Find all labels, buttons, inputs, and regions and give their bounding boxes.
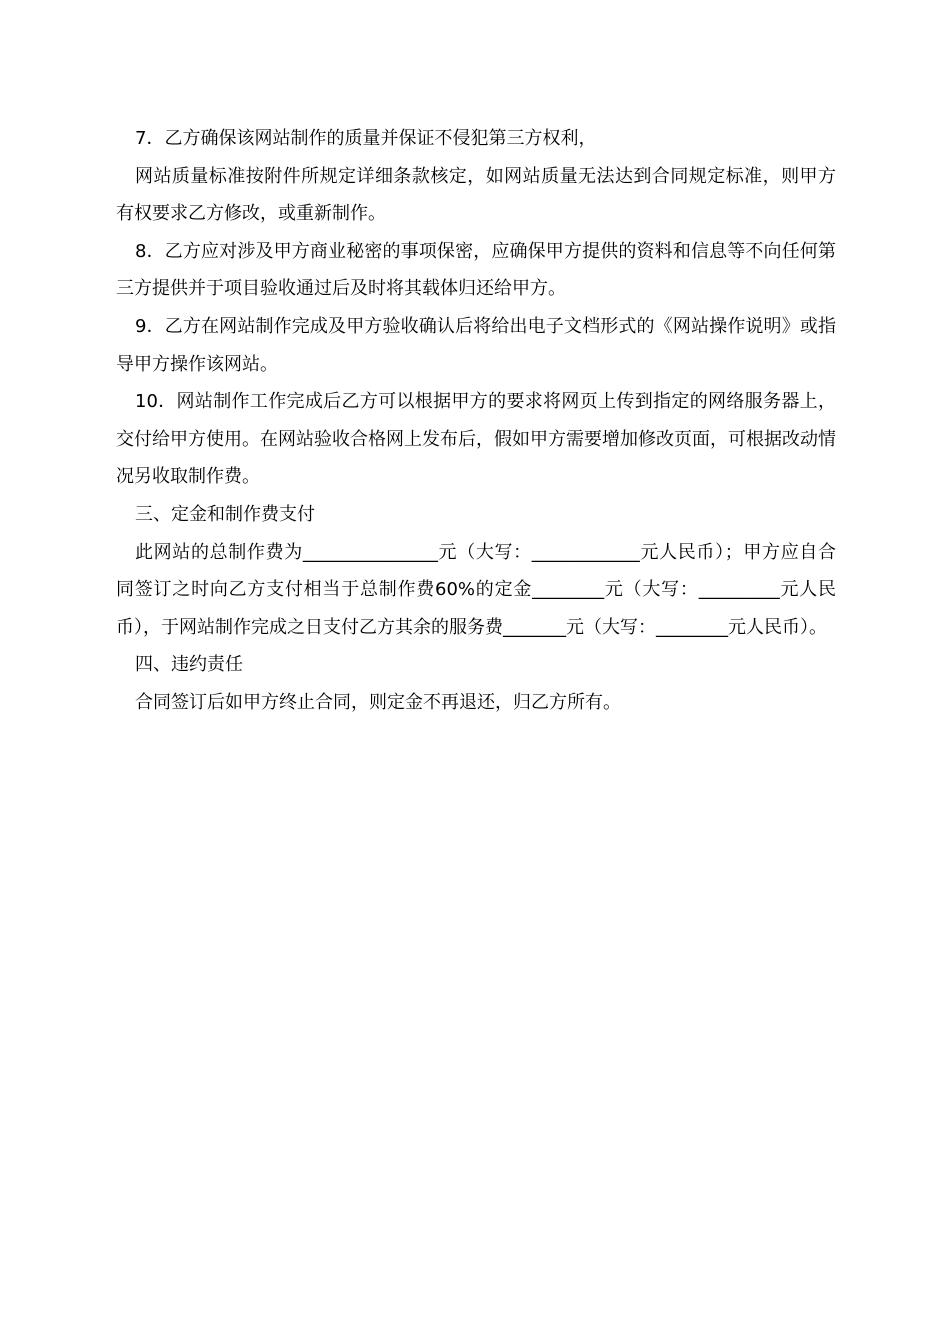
clause-10: 10．网站制作工作完成后乙方可以根据甲方的要求将网页上传到指定的网络服务器上，交付给甲方使用。在网站验收合格网上发布后，假如甲方需要增加修改页面，可根据改动情况另收取制作费。 <box>116 391 836 488</box>
section-heading-liability: 四、违约责任 <box>135 654 243 676</box>
clause-9: 9．乙方在网站制作完成及甲方验收确认后将给出电子文档形式的《网站操作说明》或指导甲方操作该网站。 <box>116 315 836 375</box>
clause-8: 8．乙方应对涉及甲方商业秘密的事项保密，应确保甲方提供的资料和信息等不向任何第三方提供并于项目验收通过后及时将其载体归还给甲方。 <box>116 240 836 300</box>
section-heading-deposit-payment: 三、定金和制作费支付 <box>135 503 315 525</box>
quality-standard-paragraph: 网站质量标准按附件所规定详细条款核定，如网站质量无法达到合同规定标准，则甲方有权要求乙方修改，或重新制作。 <box>116 165 836 225</box>
clause-7: 7．乙方确保该网站制作的质量并保证不侵犯第三方权利， <box>135 128 597 149</box>
termination-paragraph: 合同签订后如甲方终止合同，则定金不再退还，归乙方所有。 <box>135 691 621 713</box>
payment-terms-paragraph: 此网站的总制作费为_______________元（大写：____________元人民币）；甲方应自合同签订之时向乙方支付相当于总制作费60%的定金________元（大写：_________元人民币），于网站制作完成之日支付乙方其余的服务费_______元（大写：________元人民币）。 <box>116 541 836 638</box>
document-body <box>116 120 836 722</box>
